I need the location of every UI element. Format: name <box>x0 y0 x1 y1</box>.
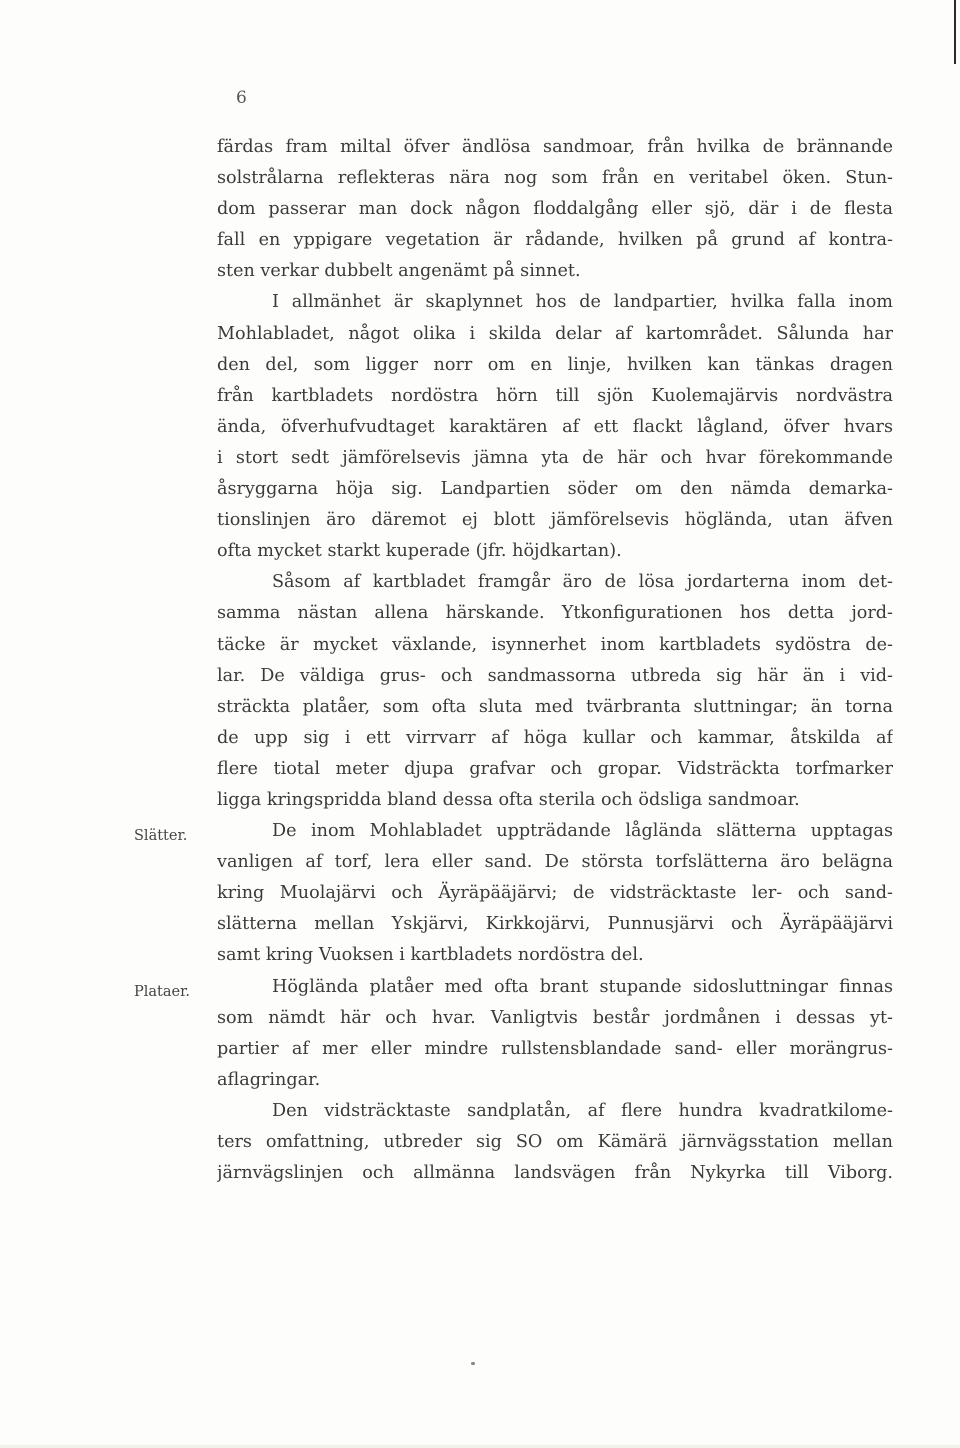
text-line: Den vidsträcktaste sandplatån, af flere hundra kvadratkilome- <box>272 1100 893 1121</box>
text-line: ofta mycket starkt kuperade (jfr. höjdkartan). <box>217 541 622 562</box>
page-number: 6 <box>236 88 247 108</box>
text-line: ters omfattning, utbreder sig SO om Kämärä järnvägsstation mellan <box>217 1132 893 1152</box>
margin-note-slatter: Slätter. <box>134 828 188 844</box>
scan-speck <box>471 1362 475 1365</box>
text-line: slätterna mellan Yskjärvi, Kirkkojärvi, Punnusjärvi och Äyräpääjärvi <box>217 914 893 935</box>
text-line: kring Muolajärvi och Äyräpääjärvi; de vidsträcktaste ler- och sand- <box>217 883 893 904</box>
text-line: som nämdt här och hvar. Vanligtvis består jordmånen i dessas yt- <box>217 1007 893 1028</box>
text-line: täcke är mycket växlande, isynnerhet inom kartbladets sydöstra de- <box>217 634 893 655</box>
text-line: lar. De väldiga grus- och sandmassorna utbreda sig här än i vid- <box>217 665 893 686</box>
text-line: samma nästan allena härskande. Ytkonfigurationen hos detta jord- <box>217 603 893 624</box>
text-line: I allmänhet är skaplynnet hos de landpartier, hvilka falla inom <box>272 292 893 313</box>
text-line: åsryggarna höja sig. Landpartien söder om den nämda demarka- <box>217 479 893 500</box>
text-line: partier af mer eller mindre rullstensblandade sand- eller morängrus- <box>217 1038 893 1059</box>
text-line: flere tiotal meter djupa grafvar och gropar. Vidsträckta torfmarker <box>217 758 893 779</box>
text-line: sträckta platåer, som ofta sluta med tvärbranta sluttningar; än torna <box>217 696 893 717</box>
text-line: ligga kringspridda bland dessa ofta sterila och ödsliga sandmoar. <box>217 789 800 810</box>
text-line: i stort sedt jämförelsevis jämna yta de här och hvar förekommande <box>217 447 893 468</box>
body-text <box>217 132 893 1189</box>
text-line: färdas fram miltal öfver ändlösa sandmoar, från hvilka de brännande <box>217 137 893 157</box>
text-line: Mohlabladet, något olika i skilda delar af kartområdet. Sålunda har <box>217 323 893 344</box>
text-line: vanligen af torf, lera eller sand. De största torfslätterna äro belägna <box>217 852 893 873</box>
scan-edge-mark <box>954 0 956 64</box>
text-line: De inom Mohlabladet uppträdande lågländа slätterna upptagas <box>272 821 893 842</box>
text-line: Såsom af kartbladet framgår äro de lösa jordarterna inom det- <box>272 572 893 593</box>
text-line: dom passerar man dock någon floddalgång eller sjö, där i de flesta <box>217 199 893 220</box>
text-line: de upp sig i ett virrvarr af höga kullar och kammar, åtskilda af <box>217 727 893 748</box>
text-line: tionslinjen äro däremot ej blott jämförelsevis högländа, utan äfven <box>217 510 893 531</box>
text-line: från kartbladets nordöstra hörn till sjön Kuolemajärvis nordvästra <box>217 385 893 406</box>
text-line: ända, öfverhufvudtaget karaktären af ett flackt lågland, öfver hvars <box>217 416 893 437</box>
text-line: Högländа platåer med ofta brant stupande sidosluttningar finnas <box>272 976 893 997</box>
text-line: järnvägslinjen och allmänna landsvägen från Nykyrka till Viborg. <box>217 1163 893 1184</box>
text-line: sten verkar dubbelt angenämt på sinnet. <box>217 261 581 282</box>
text-line: samt kring Vuoksen i kartbladets nordöstra del. <box>217 945 644 966</box>
text-line: solstrålarna reflekteras nära nog som från en veritabel öken. Stun- <box>217 168 893 189</box>
text-line: fall en yppigare vegetation är rådande, hvilken på grund af kontra- <box>217 230 893 251</box>
margin-note-plataer: Plataer. <box>134 984 191 1000</box>
text-line: den del, som ligger norr om en linje, hvilken kan tänkas dragen <box>217 354 893 375</box>
text-line: aflagringar. <box>217 1069 321 1090</box>
